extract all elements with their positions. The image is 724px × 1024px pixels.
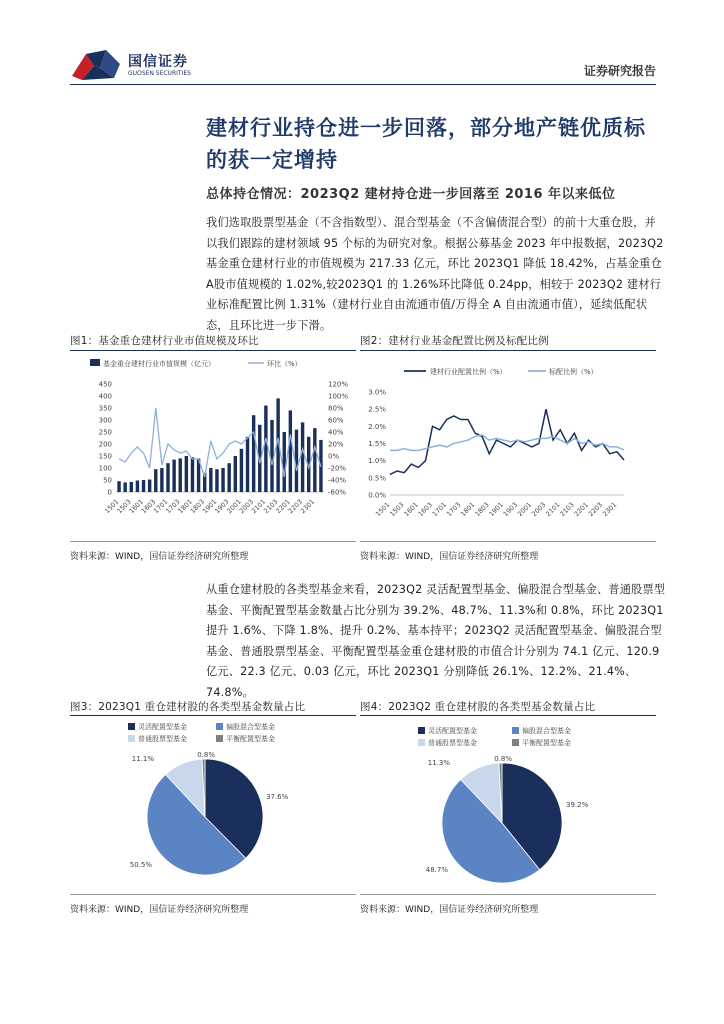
fig2-x-tick: 1703 xyxy=(444,500,463,519)
fig1-x-tick: 2003 xyxy=(237,497,256,516)
fig1-bar xyxy=(136,480,139,492)
fig1-legend-line-label: 环比（%） xyxy=(267,360,302,368)
fig1-x-tick: 1503 xyxy=(115,497,133,516)
fig1-bar xyxy=(117,481,120,492)
fig4-svg-legend-label-common-stock: 普通股票型基金 xyxy=(428,739,477,747)
fig1-y-right-tick: 0% xyxy=(328,452,340,461)
fig2-top-rule xyxy=(360,350,656,351)
fig4-top-rule xyxy=(360,715,656,716)
fig1-x-tick: 1603 xyxy=(139,497,158,516)
logo-text: 国信证券 xyxy=(128,54,188,70)
fig1-bar xyxy=(209,468,212,492)
fig1-bar xyxy=(215,469,218,492)
fig1-x-tick: 1901 xyxy=(200,497,219,516)
fig1-y-right-tick: 20% xyxy=(328,440,344,449)
fig3-svg-legend-swatch-balanced xyxy=(216,735,223,742)
fig1-y-left-tick: 50 xyxy=(103,476,112,485)
fig3-svg-legend-label-common-stock: 普通股票型基金 xyxy=(138,735,187,743)
fig4-svg-slice-label-flexible: 39.2% xyxy=(566,801,589,809)
fig1-top-rule xyxy=(70,350,356,351)
fig4-svg-slice-label-equity-mixed: 48.7% xyxy=(425,866,448,874)
guosen-logo-icon xyxy=(70,48,122,82)
fig3-svg-slice-label-common-stock: 11.1% xyxy=(131,755,154,763)
fig4-svg-legend-swatch-flexible xyxy=(418,727,425,734)
fig1-caption: 图1：基金重仓建材行业市值规模及环比 xyxy=(70,335,259,347)
fig1-x-tick: 1803 xyxy=(188,497,207,516)
fig1-bar xyxy=(154,469,157,492)
fig2-x-tick: 2201 xyxy=(572,500,590,519)
fig1-x-tick: 1703 xyxy=(164,497,182,516)
fig1-x-tick: 2103 xyxy=(262,497,280,516)
fig1-y-right-tick: -40% xyxy=(328,476,347,485)
fig2-x-tick: 2301 xyxy=(600,500,619,519)
fig1-bottom-rule xyxy=(70,541,356,542)
fig3-svg-legend-label-flexible: 灵活配置型基金 xyxy=(138,723,187,731)
fig2-y-tick: 0.5% xyxy=(368,474,386,483)
page-header xyxy=(70,48,660,84)
fig2-caption: 图2：建材行业基金配置比例及标配比例 xyxy=(360,335,549,347)
fig1-bar xyxy=(123,482,126,492)
fig1-y-left-tick: 300 xyxy=(98,416,112,425)
fig1-chart xyxy=(70,352,356,540)
fig1-x-tick: 2301 xyxy=(298,497,317,516)
fig1-bar xyxy=(270,420,273,492)
fig1-y-right-tick: -20% xyxy=(328,464,347,473)
fig1-legend-bar-swatch xyxy=(90,359,100,366)
fig1-bar xyxy=(221,468,224,492)
fig1-bar xyxy=(246,437,249,492)
fig1-y-right-tick: 120% xyxy=(328,380,349,389)
fig4-svg-slice-label-common-stock: 11.3% xyxy=(427,759,450,767)
fig2-x-tick: 1901 xyxy=(487,500,505,519)
fig2-y-tick: 3.0% xyxy=(368,388,386,397)
fig2-x-tick: 1601 xyxy=(402,500,420,519)
fig1-y-left-tick: 350 xyxy=(98,404,112,413)
fig1-y-left-tick: 400 xyxy=(98,392,112,401)
fig1-bar xyxy=(130,482,133,492)
fig1-x-tick: 1501 xyxy=(103,497,121,516)
fig1-y-left-tick: 200 xyxy=(98,440,112,449)
fig1-bar xyxy=(301,422,304,492)
fig3-svg-slice-label-equity-mixed: 50.5% xyxy=(129,861,152,869)
fig1-bar xyxy=(166,463,169,492)
fig1-x-tick: 2001 xyxy=(225,497,243,516)
fig4-svg-legend-swatch-common-stock xyxy=(418,739,425,746)
fig1-bar xyxy=(142,480,145,492)
fig4-svg-legend-swatch-balanced xyxy=(512,739,519,746)
fig2-bottom-rule xyxy=(360,541,656,542)
page-title: 建材行业持仓进一步回落，部分地产链优质标的获一定增持 xyxy=(206,116,646,172)
fig1-y-right-tick: 60% xyxy=(328,416,344,425)
fig1-x-tick: 1701 xyxy=(152,497,170,516)
fig2-x-tick: 1603 xyxy=(416,500,434,519)
fig2-line-standard xyxy=(390,435,624,451)
fig1-x-tick: 1903 xyxy=(213,497,231,516)
fig2-x-tick: 1803 xyxy=(473,500,491,519)
fig2-x-tick: 2001 xyxy=(515,500,534,519)
fig2-x-tick: 2203 xyxy=(586,500,605,519)
fig1-x-tick: 1801 xyxy=(176,497,194,516)
fig2-legend-label-1: 建材行业配置比例（%） xyxy=(430,368,507,376)
fig3-top-rule xyxy=(70,715,356,716)
fig1-y-right-tick: 100% xyxy=(328,392,349,401)
fig2-y-tick: 2.5% xyxy=(368,405,386,414)
fig2-x-tick: 1701 xyxy=(430,500,449,519)
fig1-bar xyxy=(191,457,194,492)
fig1-bar xyxy=(227,463,230,492)
fig3-source: 资料来源：WIND，国信证券经济研究所整理 xyxy=(70,905,249,915)
fig1-legend-bar-label: 基金重仓建材行业市值规模（亿元） xyxy=(103,360,215,368)
fig1-bar xyxy=(289,410,292,492)
fig2-y-tick: 1.5% xyxy=(368,440,386,448)
fig2-y-tick: 0.0% xyxy=(368,491,386,500)
fig1-x-tick: 2101 xyxy=(249,497,268,516)
fig4-svg-legend-swatch-equity-mixed xyxy=(512,727,519,734)
fig2-chart xyxy=(360,352,656,540)
fig3-svg-legend-label-balanced: 平衡配置型基金 xyxy=(226,735,275,743)
fig3-svg-slice-label-balanced: 0.8% xyxy=(197,751,215,759)
fig3-svg-slice-label-flexible: 37.6% xyxy=(266,793,289,801)
fig2-source: 资料来源：WIND，国信证券经济研究所整理 xyxy=(360,552,539,562)
fig1-bar xyxy=(264,406,267,492)
fig1-x-tick: 2203 xyxy=(286,497,305,516)
fig4-svg-legend-label-flexible: 灵活配置型基金 xyxy=(428,727,477,735)
fig1-bar xyxy=(179,458,182,492)
fig3-svg-legend-swatch-flexible xyxy=(128,723,135,730)
fig1-bar xyxy=(148,480,151,492)
fig1-y-left-tick: 150 xyxy=(98,452,112,461)
fig1-y-right-tick: 80% xyxy=(328,404,344,413)
fig2-x-tick: 2101 xyxy=(544,500,562,519)
fig1-bar xyxy=(283,432,286,492)
header-divider xyxy=(70,84,656,85)
section-heading: 总体持仓情况：2023Q2 建材持仓进一步回落至 2016 年以来低位 xyxy=(206,187,616,202)
fig1-x-tick: 1601 xyxy=(127,497,145,516)
fig2-x-tick: 1503 xyxy=(388,500,406,519)
logo-subtext: GUOSEN SECURITIES xyxy=(128,70,191,77)
fig1-y-left-tick: 450 xyxy=(98,380,112,389)
fig1-bar xyxy=(240,449,243,492)
fig3-svg-legend-label-equity-mixed: 偏股混合型基金 xyxy=(226,723,275,731)
fig3-caption: 图3：2023Q1 重仓建材股的各类型基金数量占比 xyxy=(70,701,306,713)
fig2-legend-label-2: 标配比例（%） xyxy=(549,368,598,376)
fig4-bottom-rule xyxy=(360,894,656,895)
fig1-bar xyxy=(234,456,237,492)
fig2-x-tick: 1801 xyxy=(459,500,477,519)
body-paragraph-2: 从重仓建材股的各类型基金来看，2023Q2 灵活配置型基金、偏股混合型基金、普通股票型基金、平衡配置型基金数量占比分别为 39.2%、48.7%、11.3%和 0.8%，环比 2023Q1 提升 1.6%、下降 1.8%、提升 0.2%、基本持平；2023Q2 灵活配置型基金、偏股混合型基金、普通股票型基金、平衡配置型基金重仓建材股的市值合计分别为 74.1 亿元、120.9 亿元、22.3 亿元、0.03 亿元，环比 2023Q1 分别降低 26.1%、12.2%、21.4%、74.8%。 xyxy=(206,583,666,699)
fig4-svg-legend-label-balanced: 平衡配置型基金 xyxy=(522,739,571,747)
fig4-svg-legend-label-equity-mixed: 偏股混合型基金 xyxy=(522,727,571,735)
fig4-chart xyxy=(360,717,656,893)
fig1-source: 资料来源：WIND，国信证券经济研究所整理 xyxy=(70,552,249,562)
fig4-caption: 图4：2023Q2 重仓建材股的各类型基金数量占比 xyxy=(360,701,596,713)
fig1-y-right-tick: -60% xyxy=(328,488,347,497)
fig2-x-tick: 1501 xyxy=(374,500,392,519)
fig1-bar xyxy=(160,468,163,492)
fig1-y-left-tick: 100 xyxy=(98,464,112,473)
fig1-y-left-tick: 250 xyxy=(98,428,112,437)
fig3-svg-legend-swatch-equity-mixed xyxy=(216,723,223,730)
fig2-x-tick: 1903 xyxy=(501,500,520,519)
fig1-bar xyxy=(252,415,255,492)
fig1-y-left-tick: 0 xyxy=(107,488,112,497)
fig1-bar xyxy=(185,456,188,492)
fig3-svg-legend-swatch-common-stock xyxy=(128,735,135,742)
fig1-y-right-tick: 40% xyxy=(328,428,344,437)
fig1-x-tick: 2201 xyxy=(274,497,292,516)
body-paragraph-1: 我们选取股票型基金（不含指数型）、混合型基金（不含偏债混合型）的前十大重仓股，并以我们跟踪的建材领域 95 个标的为研究对象。根据公募基金 2023 年中报数据，2023Q2 基金重仓建材行业的市值规模为 217.33 亿元，环比 2023Q1 降低 18.42%，占基金重仓A股市值规模的 1.02%,较2023Q1 的 1.26%环比降低 0.24pp，相较于 2023Q2 建材行业标准配置比例 1.31%（建材行业自由流通市值/万得全 A 自由流通市值），延续低配状态，且环比进一步下滑。 xyxy=(206,216,664,332)
fig1-bar xyxy=(313,428,316,492)
fig2-y-tick: 2.0% xyxy=(368,422,386,431)
fig2-x-tick: 2103 xyxy=(558,500,576,519)
fig4-source: 资料来源：WIND，国信证券经济研究所整理 xyxy=(360,905,539,915)
fig2-x-tick: 2003 xyxy=(530,500,548,519)
report-type-label: 证券研究报告 xyxy=(583,64,656,78)
fig1-bar xyxy=(172,460,175,492)
fig2-y-tick: 1.0% xyxy=(368,457,386,466)
fig3-chart xyxy=(70,717,356,893)
fig4-svg-slice-label-balanced: 0.8% xyxy=(494,755,512,763)
fig3-bottom-rule xyxy=(70,894,356,895)
